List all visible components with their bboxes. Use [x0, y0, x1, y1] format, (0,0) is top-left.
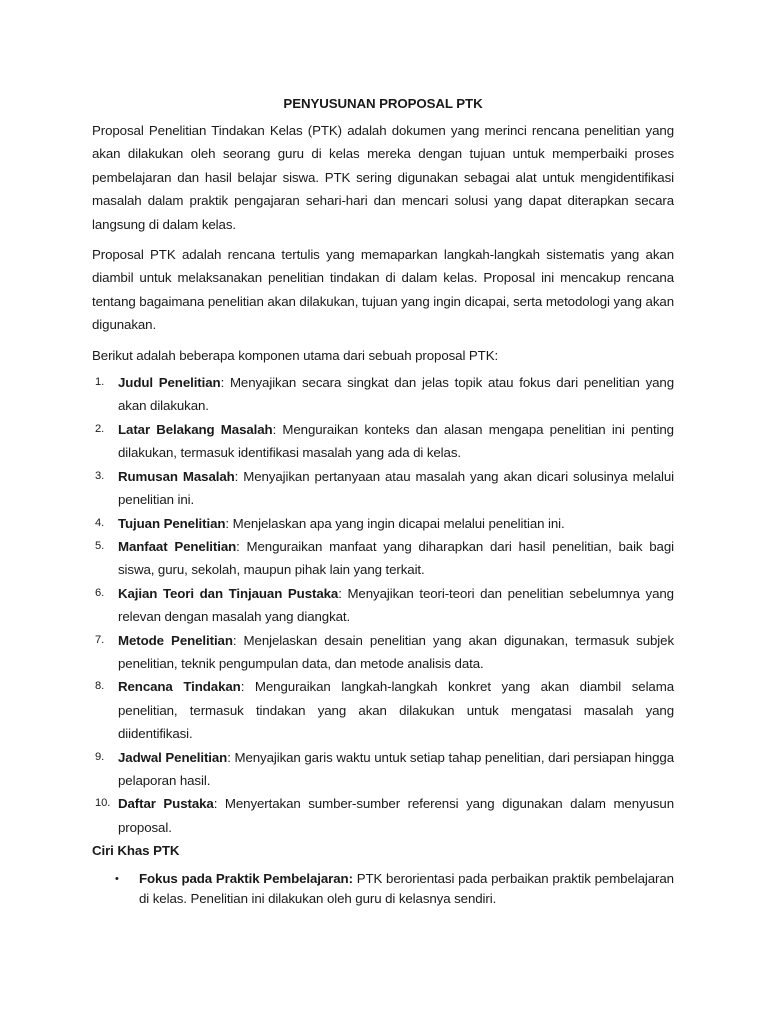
paragraph-proposal-definition: Proposal PTK adalah rencana tertulis yang memaparkan langkah-langkah sistematis yang akan diambil untuk melaksanakan penelitian tindakan di dalam kelas. Proposal ini mencakup rencana tentang bagaimana penelitian akan dilakukan, tujuan yang ingin dicapai, serta metodologi yang akan digunakan. [92, 247, 674, 333]
component-description: : Menguraikan langkah-langkah konkret yang akan diambil selama penelitian, termasuk tindakan yang akan dilakukan untuk mengatasi masalah yang diidentifikasi. [118, 679, 674, 742]
list-item [92, 535, 674, 582]
list-item [92, 582, 674, 629]
component-term: Kajian Teori dan Tinjauan Pustaka [118, 585, 339, 601]
components-list [92, 371, 674, 839]
list-number: 4. [95, 516, 105, 529]
list-number: 10. [95, 797, 111, 810]
list-number: 2. [95, 422, 105, 435]
list-number: 8. [95, 680, 105, 693]
list-number: 1. [95, 376, 105, 389]
component-term: Daftar Pustaka [118, 796, 214, 812]
list-item [92, 792, 674, 839]
component-term: Metode Penelitian [118, 632, 233, 648]
component-description: : Menguraikan konteks dan alasan mengapa penelitian ini penting dilakukan, termasuk identifikasi masalah yang ada di kelas. [118, 421, 674, 461]
component-description: : Menyertakan sumber-sumber referensi yang digunakan dalam menyusun proposal. [118, 796, 675, 835]
list-item [92, 746, 674, 793]
component-term: Jadwal Penelitian [118, 749, 228, 765]
component-term: Rumusan Masalah [118, 468, 235, 484]
document-title: PENYUSUNAN PROPOSAL PTK [283, 96, 483, 111]
component-term: Manfaat Penelitian [118, 538, 237, 554]
list-item [92, 869, 674, 909]
list-item [92, 418, 674, 465]
list-number: 3. [95, 469, 105, 482]
component-description: : Menyajikan pertanyaan atau masalah yang akan dicari solusinya melalui penelitian ini. [118, 468, 674, 508]
component-description: : Menguraikan manfaat yang diharapkan dari hasil penelitian, baik bagi siswa, guru, sekolah, maupun pihak lain yang terkait. [118, 538, 674, 578]
component-description: : Menyajikan teori-teori dan penelitian sebelumnya yang relevan dengan masalah yang diangkat. [118, 585, 674, 625]
list-number: 7. [95, 633, 105, 646]
list-item [92, 512, 674, 535]
list-number: 9. [95, 750, 105, 763]
component-term: Latar Belakang Masalah [118, 421, 273, 437]
list-item [92, 675, 674, 745]
list-item [92, 629, 674, 676]
component-description: : Menyajikan garis waktu untuk setiap tahap penelitian, dari persiapan hingga pelaporan hasil. [118, 749, 674, 788]
paragraph-ptk-definition: Proposal Penelitian Tindakan Kelas (PTK) adalah dokumen yang merinci rencana penelitian yang akan dilakukan oleh seorang guru di kelas mereka dengan tujuan untuk memperbaiki proses pembelajaran dan hasil belajar siswa. PTK sering digunakan sebagai alat untuk mengidentifikasi masalah dalam praktik pengajaran sehari-hari dan mencari solusi yang dapat diterapkan secara langsung di dalam kelas. [92, 123, 674, 232]
components-intro: Berikut adalah beberapa komponen utama dari sebuah proposal PTK: [92, 347, 499, 363]
feature-description: PTK berorientasi pada perbaikan praktik pembelajaran di kelas. Penelitian ini dilakukan oleh guru di kelasnya sendiri. [139, 870, 674, 906]
feature-term: Fokus pada Praktik Pembelajaran: [139, 870, 353, 886]
bullet-icon: • [115, 872, 119, 885]
list-number: 5. [95, 539, 105, 552]
list-number: 6. [95, 586, 105, 599]
list-item [92, 371, 674, 418]
component-description: : Menyajikan secara singkat dan jelas topik atau fokus dari penelitian yang akan dilakukan. [118, 375, 674, 414]
section-heading-ciri-khas: Ciri Khas PTK [92, 843, 180, 859]
component-description: : Menjelaskan apa yang ingin dicapai melalui penelitian ini. [225, 515, 565, 531]
component-term: Rencana Tindakan [118, 679, 241, 695]
document-page [92, 92, 674, 909]
component-term: Tujuan Penelitian [118, 515, 226, 531]
list-item [92, 465, 674, 512]
features-list [92, 869, 674, 909]
component-term: Judul Penelitian [118, 375, 221, 391]
component-description: : Menjelaskan desain penelitian yang akan digunakan, termasuk subjek penelitian, teknik pengumpulan data, dan metode analisis data. [118, 632, 675, 671]
